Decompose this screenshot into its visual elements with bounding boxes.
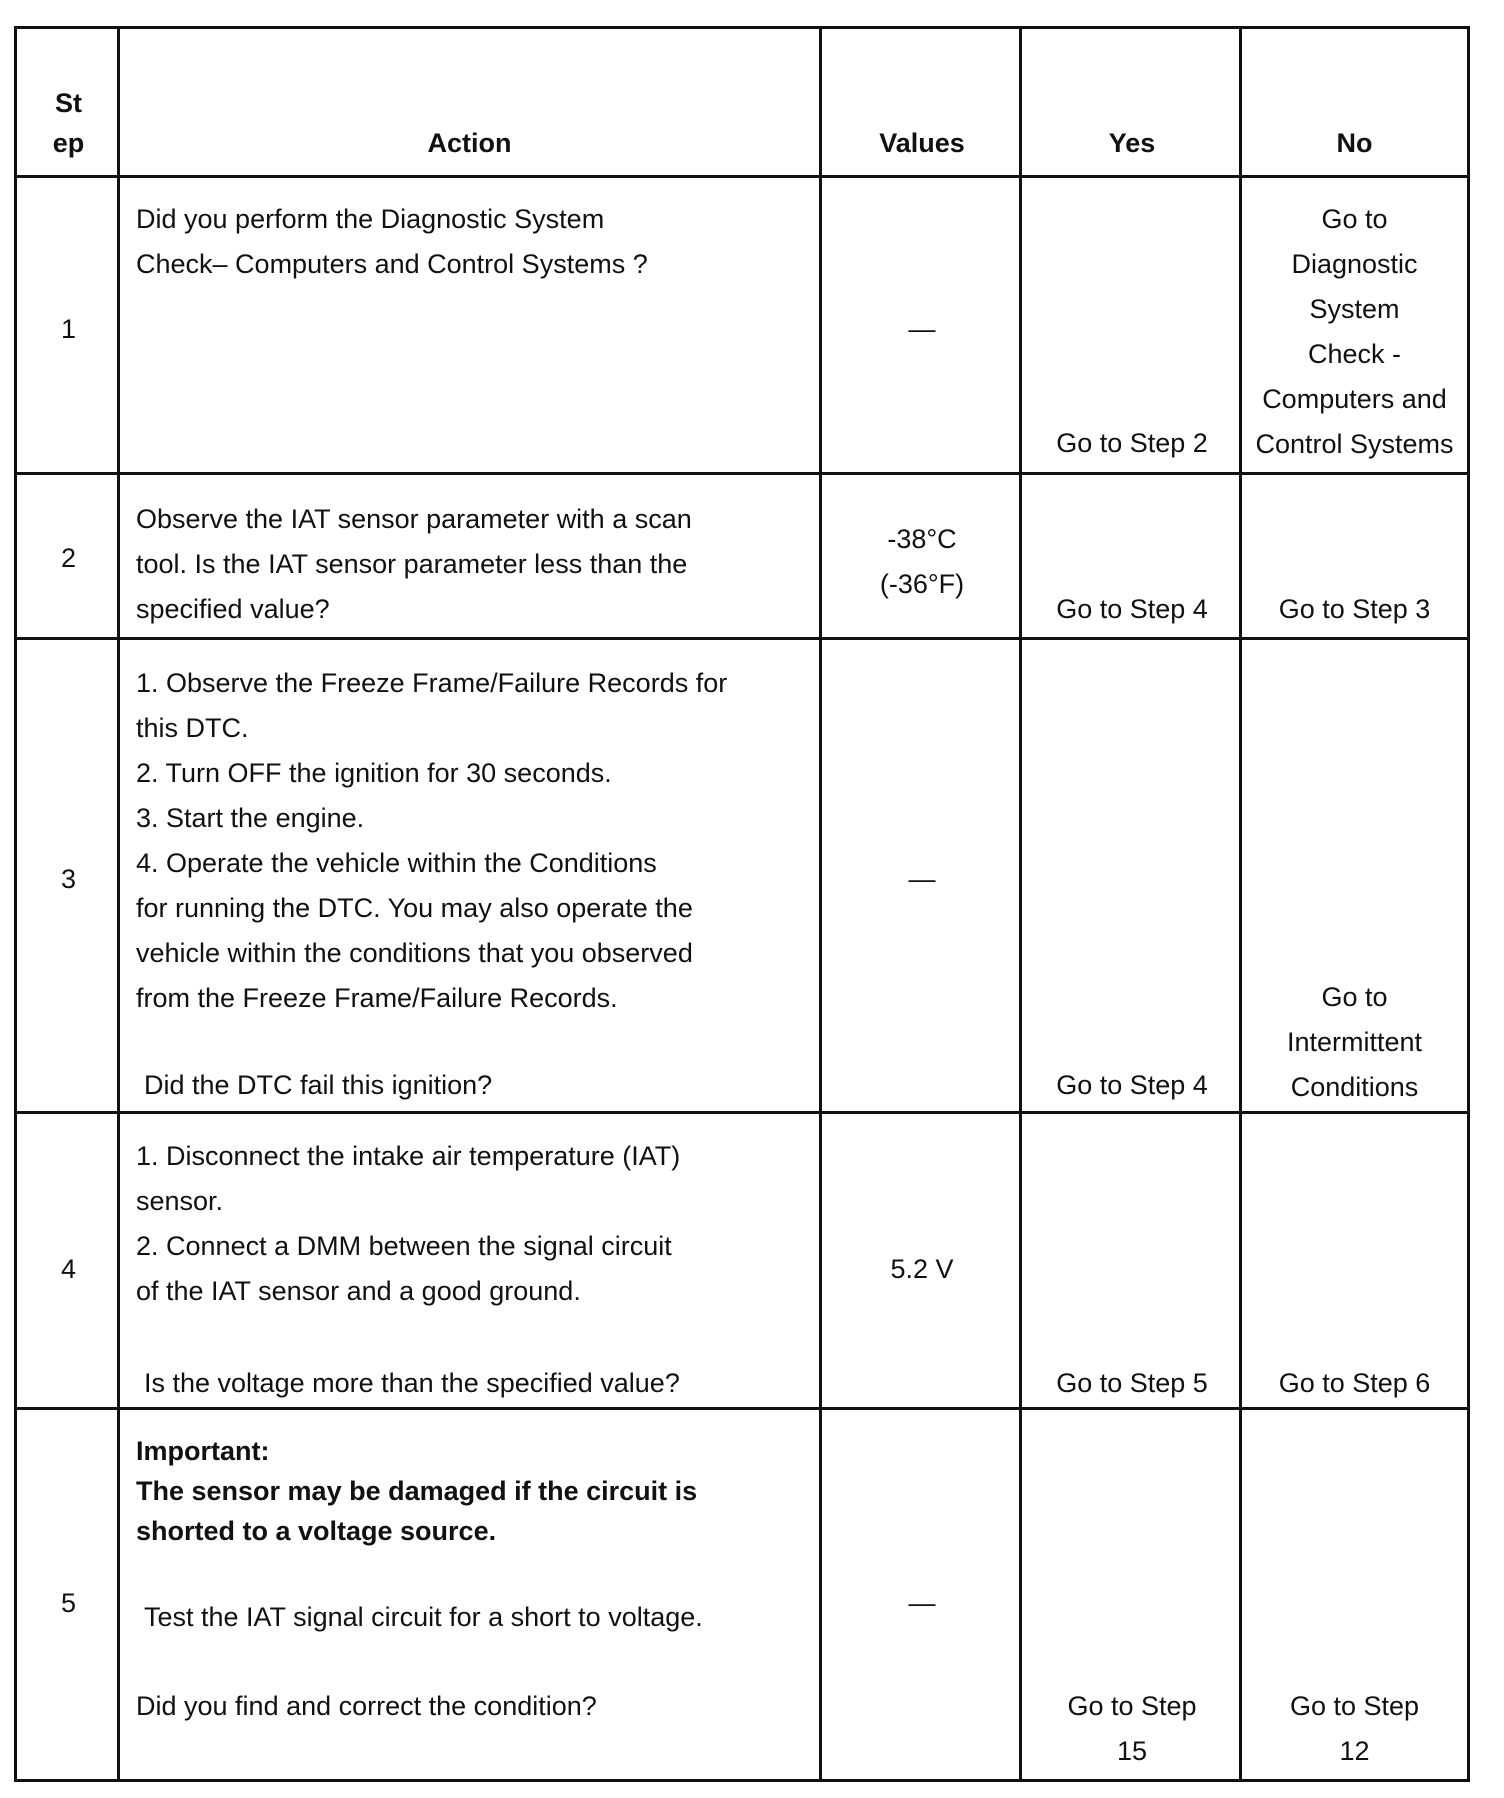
row-divider bbox=[17, 1407, 1467, 1410]
step-number: 1 bbox=[60, 314, 77, 344]
no-link[interactable]: Go to Step 6 bbox=[1278, 1368, 1431, 1398]
yes-link[interactable]: Go to Step 15 bbox=[1067, 1691, 1197, 1766]
column-divider bbox=[1019, 29, 1022, 1779]
step-number: 3 bbox=[60, 864, 77, 894]
header-yes: Yes bbox=[1108, 128, 1156, 158]
yes-link[interactable]: Go to Step 4 bbox=[1056, 594, 1208, 624]
step-number: 5 bbox=[60, 1588, 77, 1618]
no-link[interactable]: Go to Step 3 bbox=[1278, 594, 1431, 624]
diagnostic-table bbox=[14, 26, 1470, 1782]
action-text: 1. Observe the Freeze Frame/Failure Records for this DTC. 2. Turn OFF the ignition for 30 seconds. 3. Start the engine. 4. Operate the vehicle within the Conditions for running the DTC. You may also operate the vehicle within the conditions that you observed from the Freeze Frame/Failure Records. bbox=[136, 668, 728, 1013]
action-text: Observe the IAT sensor parameter with a scan tool. Is the IAT sensor parameter less than the specified value? bbox=[136, 504, 692, 624]
row-divider bbox=[17, 472, 1467, 475]
no-link[interactable]: Go to Diagnostic System Check - Computers and Control Systems bbox=[1255, 204, 1454, 459]
column-divider bbox=[117, 29, 120, 1779]
action-text: 1. Disconnect the intake air temperature (IAT) sensor. 2. Connect a DMM between the signal circuit of the IAT sensor and a good ground. bbox=[136, 1141, 681, 1306]
action-text: Did you perform the Diagnostic System Check– Computers and Control Systems ? bbox=[136, 204, 648, 279]
row-divider bbox=[17, 637, 1467, 640]
header-action: Action bbox=[427, 128, 512, 158]
yes-link[interactable]: Go to Step 5 bbox=[1056, 1368, 1208, 1398]
important-note: Important: The sensor may be damaged if the circuit is shorted to a voltage source. bbox=[136, 1436, 698, 1546]
question-text: Is the voltage more than the specified value? bbox=[144, 1368, 680, 1398]
value-text: 5.2 V bbox=[890, 1254, 954, 1284]
yes-link[interactable]: Go to Step 2 bbox=[1056, 428, 1208, 458]
row-divider bbox=[17, 175, 1467, 178]
header-values: Values bbox=[879, 128, 965, 158]
no-link[interactable]: Go to Step 12 bbox=[1289, 1691, 1420, 1766]
value-text: — bbox=[908, 864, 936, 894]
row-divider bbox=[17, 1111, 1467, 1114]
yes-link[interactable]: Go to Step 4 bbox=[1056, 1070, 1208, 1100]
header-no: No bbox=[1336, 128, 1373, 158]
action-text: Test the IAT signal circuit for a short to voltage. bbox=[144, 1602, 703, 1632]
question-text: Did the DTC fail this ignition? bbox=[144, 1070, 493, 1100]
value-text: — bbox=[908, 314, 936, 344]
question-text: Did you find and correct the condition? bbox=[136, 1691, 597, 1721]
header-step: St ep bbox=[52, 88, 85, 158]
column-divider bbox=[819, 29, 822, 1779]
value-text: — bbox=[908, 1588, 936, 1618]
step-number: 2 bbox=[60, 543, 77, 573]
step-number: 4 bbox=[60, 1254, 77, 1284]
value-text: -38°C (-36°F) bbox=[879, 524, 965, 599]
no-link[interactable]: Go to Intermittent Conditions bbox=[1286, 982, 1423, 1102]
